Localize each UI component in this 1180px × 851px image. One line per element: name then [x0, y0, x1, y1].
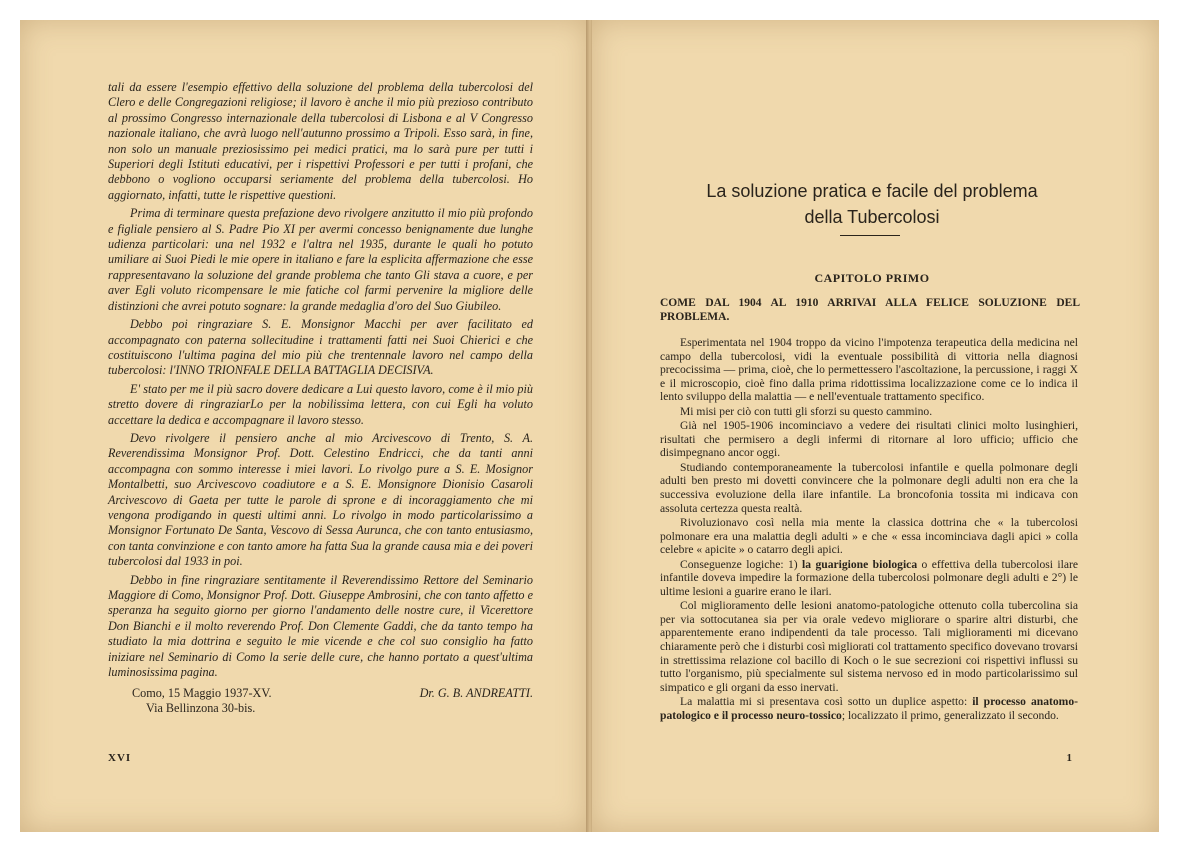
chapter-paragraph-7: Col miglioramento delle lesioni anatomo-patologiche ottenuto colla tubercolina sia per via sottocutanea sia per via orale vedevo migliorare o sparire altri disturbi, che apparentemente erano indipendenti da tale processo. Tali miglioramenti mi dicevano chiaramente però che i disturbi così migliorati col trattamento specifico dovevano trovarsi in strettissima relazione col bacillo di Koch o le sue secrezioni coi rispettivi influssi su tutto l'organismo, più specialmente sul sistema nervoso ed in modo particolarissimo sul simpatico e gli organi da esso inervati.: [660, 599, 1078, 694]
preface-paragraph-6: Debbo in fine ringraziare sentitamente il Reverendissimo Rettore del Seminario Maggiore di Como, Monsignor Prof. Dott. Giuseppe Ambrosini, che con tanto affetto e speranza ha seguito giorno per giorno l'andamento delle nostre cure, il Vicerettore Don Bianchi e il molto reverendo Prof. Don Clemente Gaddi, che da tanto tempo ha studiato la mia dottrina e seguito le mie vicende e che col suo consiglio ha fatto iniziare nel Seminario di Como la serie delle cure, che hanno portato a quest'ultima luminosissima pagina.: [108, 572, 533, 680]
paragraph-6-start: Conseguenze logiche: 1): [680, 557, 803, 571]
chapter-paragraph-8: [660, 695, 1078, 722]
right-page-number: 1: [1066, 752, 1073, 764]
left-page: [20, 20, 588, 832]
chapter-paragraph-2: Mi misi per ciò con tutti gli sforzi su questo cammino.: [680, 404, 933, 418]
signature-street: Via Bellinzona 30-bis.: [146, 701, 256, 716]
chapter-paragraph-3: Già nel 1905-1906 incominciavo a vedere dei risultati clinici molto lusinghieri, risultati che permisero a degli infermi di ritornare al loro ufficio; ufficio che disimpegnano ancor oggi.: [660, 419, 1078, 460]
preface-paragraph-2: Prima di terminare questa prefazione devo rivolgere anzitutto il mio più profondo e figliale pensiero al S. Padre Pio XI per avermi concesso benignamente due lunghe udienza particolari: una nel 1932 e l'altra nel 1935, durante le quali ho potuto umiliare ai Suoi Piedi le mie opere in italiano e fare la esplicita affermazione che esse rappresentavano la soluzione del grande problema che tanto Gli stava a cuore, e per aver Egli voluto ricompensare le mie fatiche col farmi pervenire la migliore delle distinzioni che avrei potuto sognare: la grande medaglia d'oro del Suo Giubileo.: [108, 206, 533, 313]
chapter-subheading: COME DAL 1904 AL 1910 ARRIVAI ALLA FELICE SOLUZIONE DEL PROBLEMA.: [660, 297, 1080, 323]
chapter-text: [660, 336, 1078, 722]
chapter-paragraph-6: [660, 558, 1078, 599]
chapter-paragraph-5: Rivoluzionavo così nella mia mente la classica dottrina che « la tubercolosi polmonare era una malattia degli adulti » e che « essa incominciava dagli apici » colla celebre « apicite » o catarro degli apici.: [660, 516, 1078, 557]
title-line-2: della Tubercolosi: [804, 207, 940, 227]
preface-paragraph-5: Devo rivolgere il pensiero anche al mio Arcivescovo di Trento, S. A. Reverendissima Monsignor Prof. Dott. Celestino Endricci, che da tanti anni accompagna con sommo interesse i miei lavori. Lo rivolgo pure a S. E. Mosignor Montalbetti, suo Arcivescovo coadiutore e a S. E. Monsignore Dionisio Casaroli Arcivescovo di Gaeta per tutte le parole di sprone e di incoraggiamento che mi vengona prodigando in questi ultimi anni. Lo rivolgo in modo particolarissimo a Monsignor Fortunato De Santa, Vescovo di Sessa Aurunca, che con tanto entusiasmo, con tanta convinzione e con tanto amore ha fatta Sua la grande causa mia e dei poveri tubercolosi dal 1933 in poi.: [108, 430, 533, 569]
right-page: [592, 20, 1159, 832]
paragraph-8-end: ; localizzato il primo, generalizzato il secondo.: [841, 708, 1059, 722]
paragraph-8-start: La malattia mi si presentava così sotto un duplice aspetto:: [680, 695, 973, 709]
signature-author: Dr. G. B. ANDREATTI.: [419, 686, 533, 701]
paragraph-8-bold: il processo anatomo-patologico e il processo neuro-tossico: [660, 695, 1078, 722]
preface-paragraph-3: Debbo poi ringraziare S. E. Monsignor Macchi per aver facilitato ed accompagnato con paterna sollecitudine i trattamenti fatti nei Suoi Chierici e che costituiscono l'ultima pagina del mio più che trentennale lavoro nel campo della tubercolosi: l'INNO TRIONFALE DELLA BATTAGLIA DECISIVA.: [108, 317, 533, 378]
title-line-1: La soluzione pratica e facile del problema: [706, 181, 1038, 201]
preface-text: [108, 80, 533, 718]
chapter-paragraph-4: Studiando contemporaneamente la tubercolosi infantile e quella polmonare degli adulti ben presto mi dovetti convincere che la polmonare degli adulti non era che la successiva evoluzione della ilare infantile. La broncofonia tossita mi indicava con assoluta certezza questa realtà.: [660, 460, 1078, 515]
paragraph-6-bold: la guarigione biologica: [802, 557, 918, 571]
chapter-paragraph-1: Esperimentata nel 1904 troppo da vicino l'impotenza terapeutica della medicina nel campo della tubercolosi, vidi la eventuale possibilità di vittoria nella diagnosi precocissima — prima, cioè, che lo permettessero l'ascoltazione, la percussione, i raggi X e il microscopio, cioè fino dalla prima ridottissima localizzazione come ce lo indica il lento sviluppo della malattia — e nell'eventuale trattamento specifico.: [660, 336, 1078, 404]
left-page-number: XVI: [108, 752, 132, 764]
paragraph-6-end: o effettiva della tubercolosi ilare infantile doveva impedire la formazione della tubercolosi polmonare degli adulti e 2°) le ultime lesioni a guarire erano le ilari.: [660, 557, 1078, 598]
preface-paragraph-4: E' stato per me il più sacro dovere dedicare a Lui questo lavoro, come è il mio più stretto dovere di ringraziarLo per la nobilissima lettera, con cui Egli ha voluto accettare la dedica e accompagnare il lavoro stesso.: [108, 381, 533, 427]
signature-block: [108, 686, 533, 718]
chapter-title: [652, 178, 1092, 230]
title-rule: [840, 235, 900, 236]
signature-place: Como, 15 Maggio 1937-XV.: [132, 686, 272, 701]
preface-paragraph-1: tali da essere l'esempio effettivo della soluzione del problema della tubercolosi del Clero e delle Congregazioni religiose; il lavoro è anche il mio più prezioso contributo al prossimo Congresso internazionale della tubercolosi di Lisbona e al V Congresso nazionale italiano, che avrà luogo nell'autunno prossimo a Tripoli. Esso sarà, in fine, non solo un manuale preziosissimo pei medici pratici, ma lo sarà pure per tutti i Superiori degli Istituti educativi, per i rispettivi Professori e per tutti i profani, che debbono o vogliono occuparsi seriamente del problema della tubercolosi. Ho aggiornato, infatti, tutte le rispettive questioni.: [108, 80, 533, 202]
chapter-label: CAPITOLO PRIMO: [814, 271, 930, 285]
